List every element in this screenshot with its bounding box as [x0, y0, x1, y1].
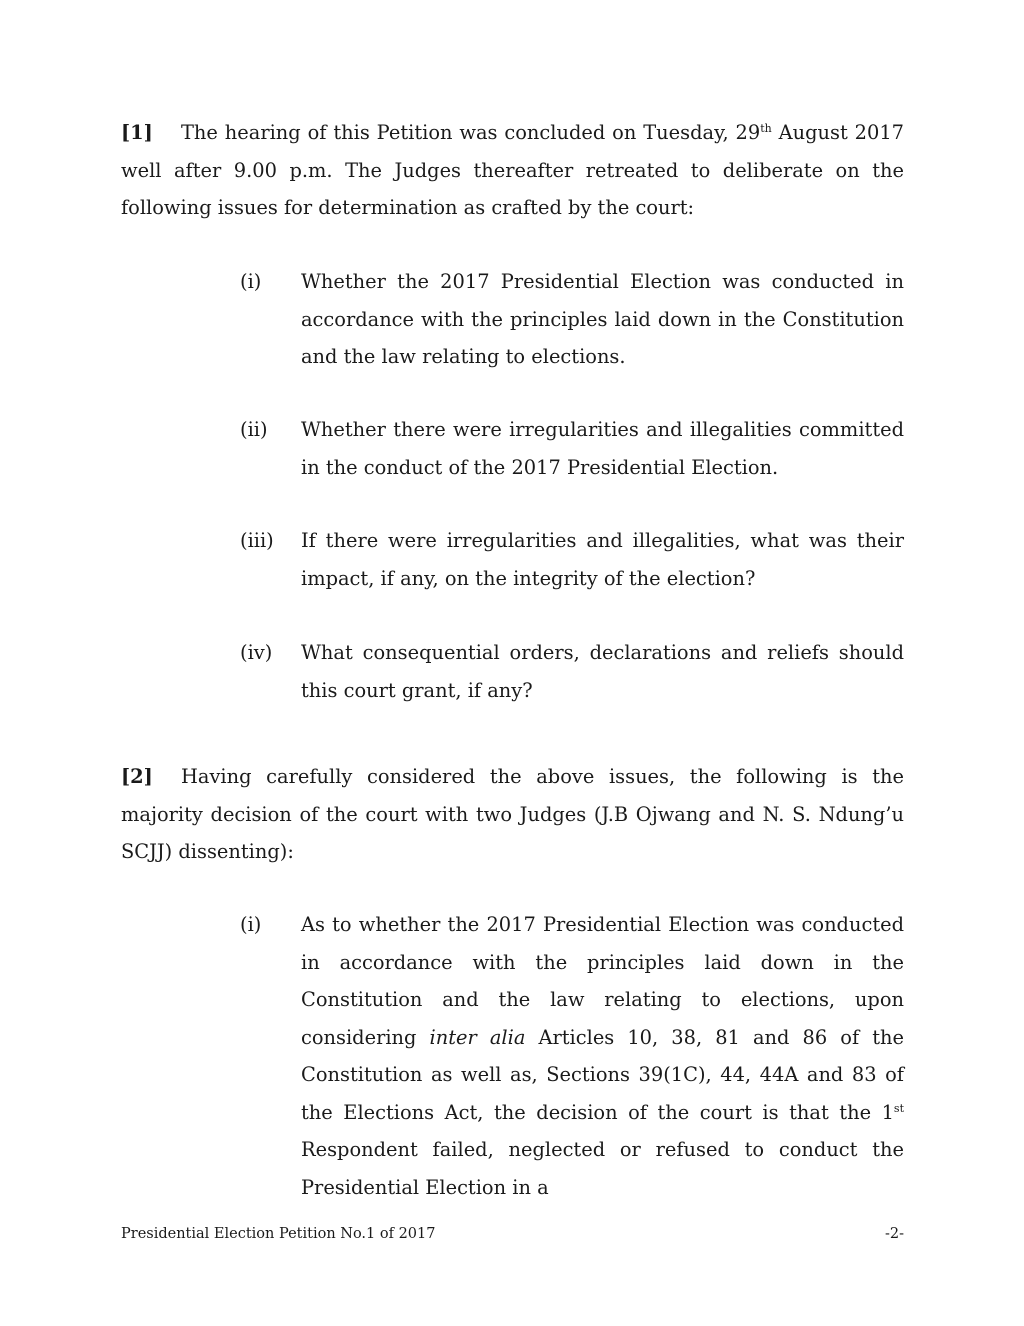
decision-text-part: As to whether the 2017 Presidential Election was conducted in accordance with the principles laid down in the Constitution and the law relating to elections, upon considering — [301, 913, 904, 1049]
issue-text: Whether there were irregularities and illegalities committed in the conduct of the 2017 Presidential Election. — [301, 418, 904, 479]
paragraph-text: August 2017 well after 9.00 p.m. The Judges thereafter retreated to deliberate on the following issues for determination as crafted by the court: — [121, 121, 904, 219]
paragraph-number: [2] — [121, 765, 153, 788]
page-footer — [121, 1226, 904, 1242]
superscript: th — [760, 122, 772, 135]
decision-text — [301, 906, 904, 1206]
issue-item — [240, 522, 904, 597]
paragraph-number: [1] — [121, 121, 153, 144]
issue-text: What consequential orders, declarations and reliefs should this court grant, if any? — [301, 641, 904, 702]
page-number: -2- — [884, 1226, 904, 1242]
issue-label: (i) — [240, 270, 262, 293]
paragraph-text: The hearing of this Petition was concluded on Tuesday, 29 — [181, 121, 761, 144]
paragraph-2 — [121, 758, 904, 871]
paragraph-text: Having carefully considered the above issues, the following is the majority decision of the court with two Judges (J.B Ojwang and N. S. Ndung’u SCJJ) dissenting): — [121, 765, 904, 863]
issue-item — [240, 263, 904, 376]
decision-text-part: Respondent failed, neglected or refused to conduct the Presidential Election in a — [301, 1138, 904, 1199]
issue-label: (ii) — [240, 418, 268, 441]
paragraph-1 — [121, 114, 904, 227]
decision-label: (i) — [240, 913, 262, 936]
decision-text-part: Articles 10, 38, 81 and 86 of the Constitution as well as, Sections 39(1C), 44, 44A and 83 of the Elections Act, the decision of the court is that the 1 — [301, 1025, 904, 1124]
issue-text: Whether the 2017 Presidential Election was conducted in accordance with the principles laid down in the Constitution and the law relating to elections. — [301, 270, 904, 368]
issue-item — [240, 411, 904, 486]
superscript: st — [893, 1101, 904, 1115]
issue-text: If there were irregularities and illegalities, what was their impact, if any, on the integrity of the election? — [301, 529, 904, 590]
issue-label: (iv) — [240, 641, 273, 664]
italic-phrase: inter alia — [429, 1025, 526, 1049]
decision-item — [240, 906, 904, 1206]
footer-title: Presidential Election Petition No.1 of 2017 — [121, 1226, 436, 1242]
issue-label: (iii) — [240, 529, 274, 552]
issue-item — [240, 634, 904, 709]
